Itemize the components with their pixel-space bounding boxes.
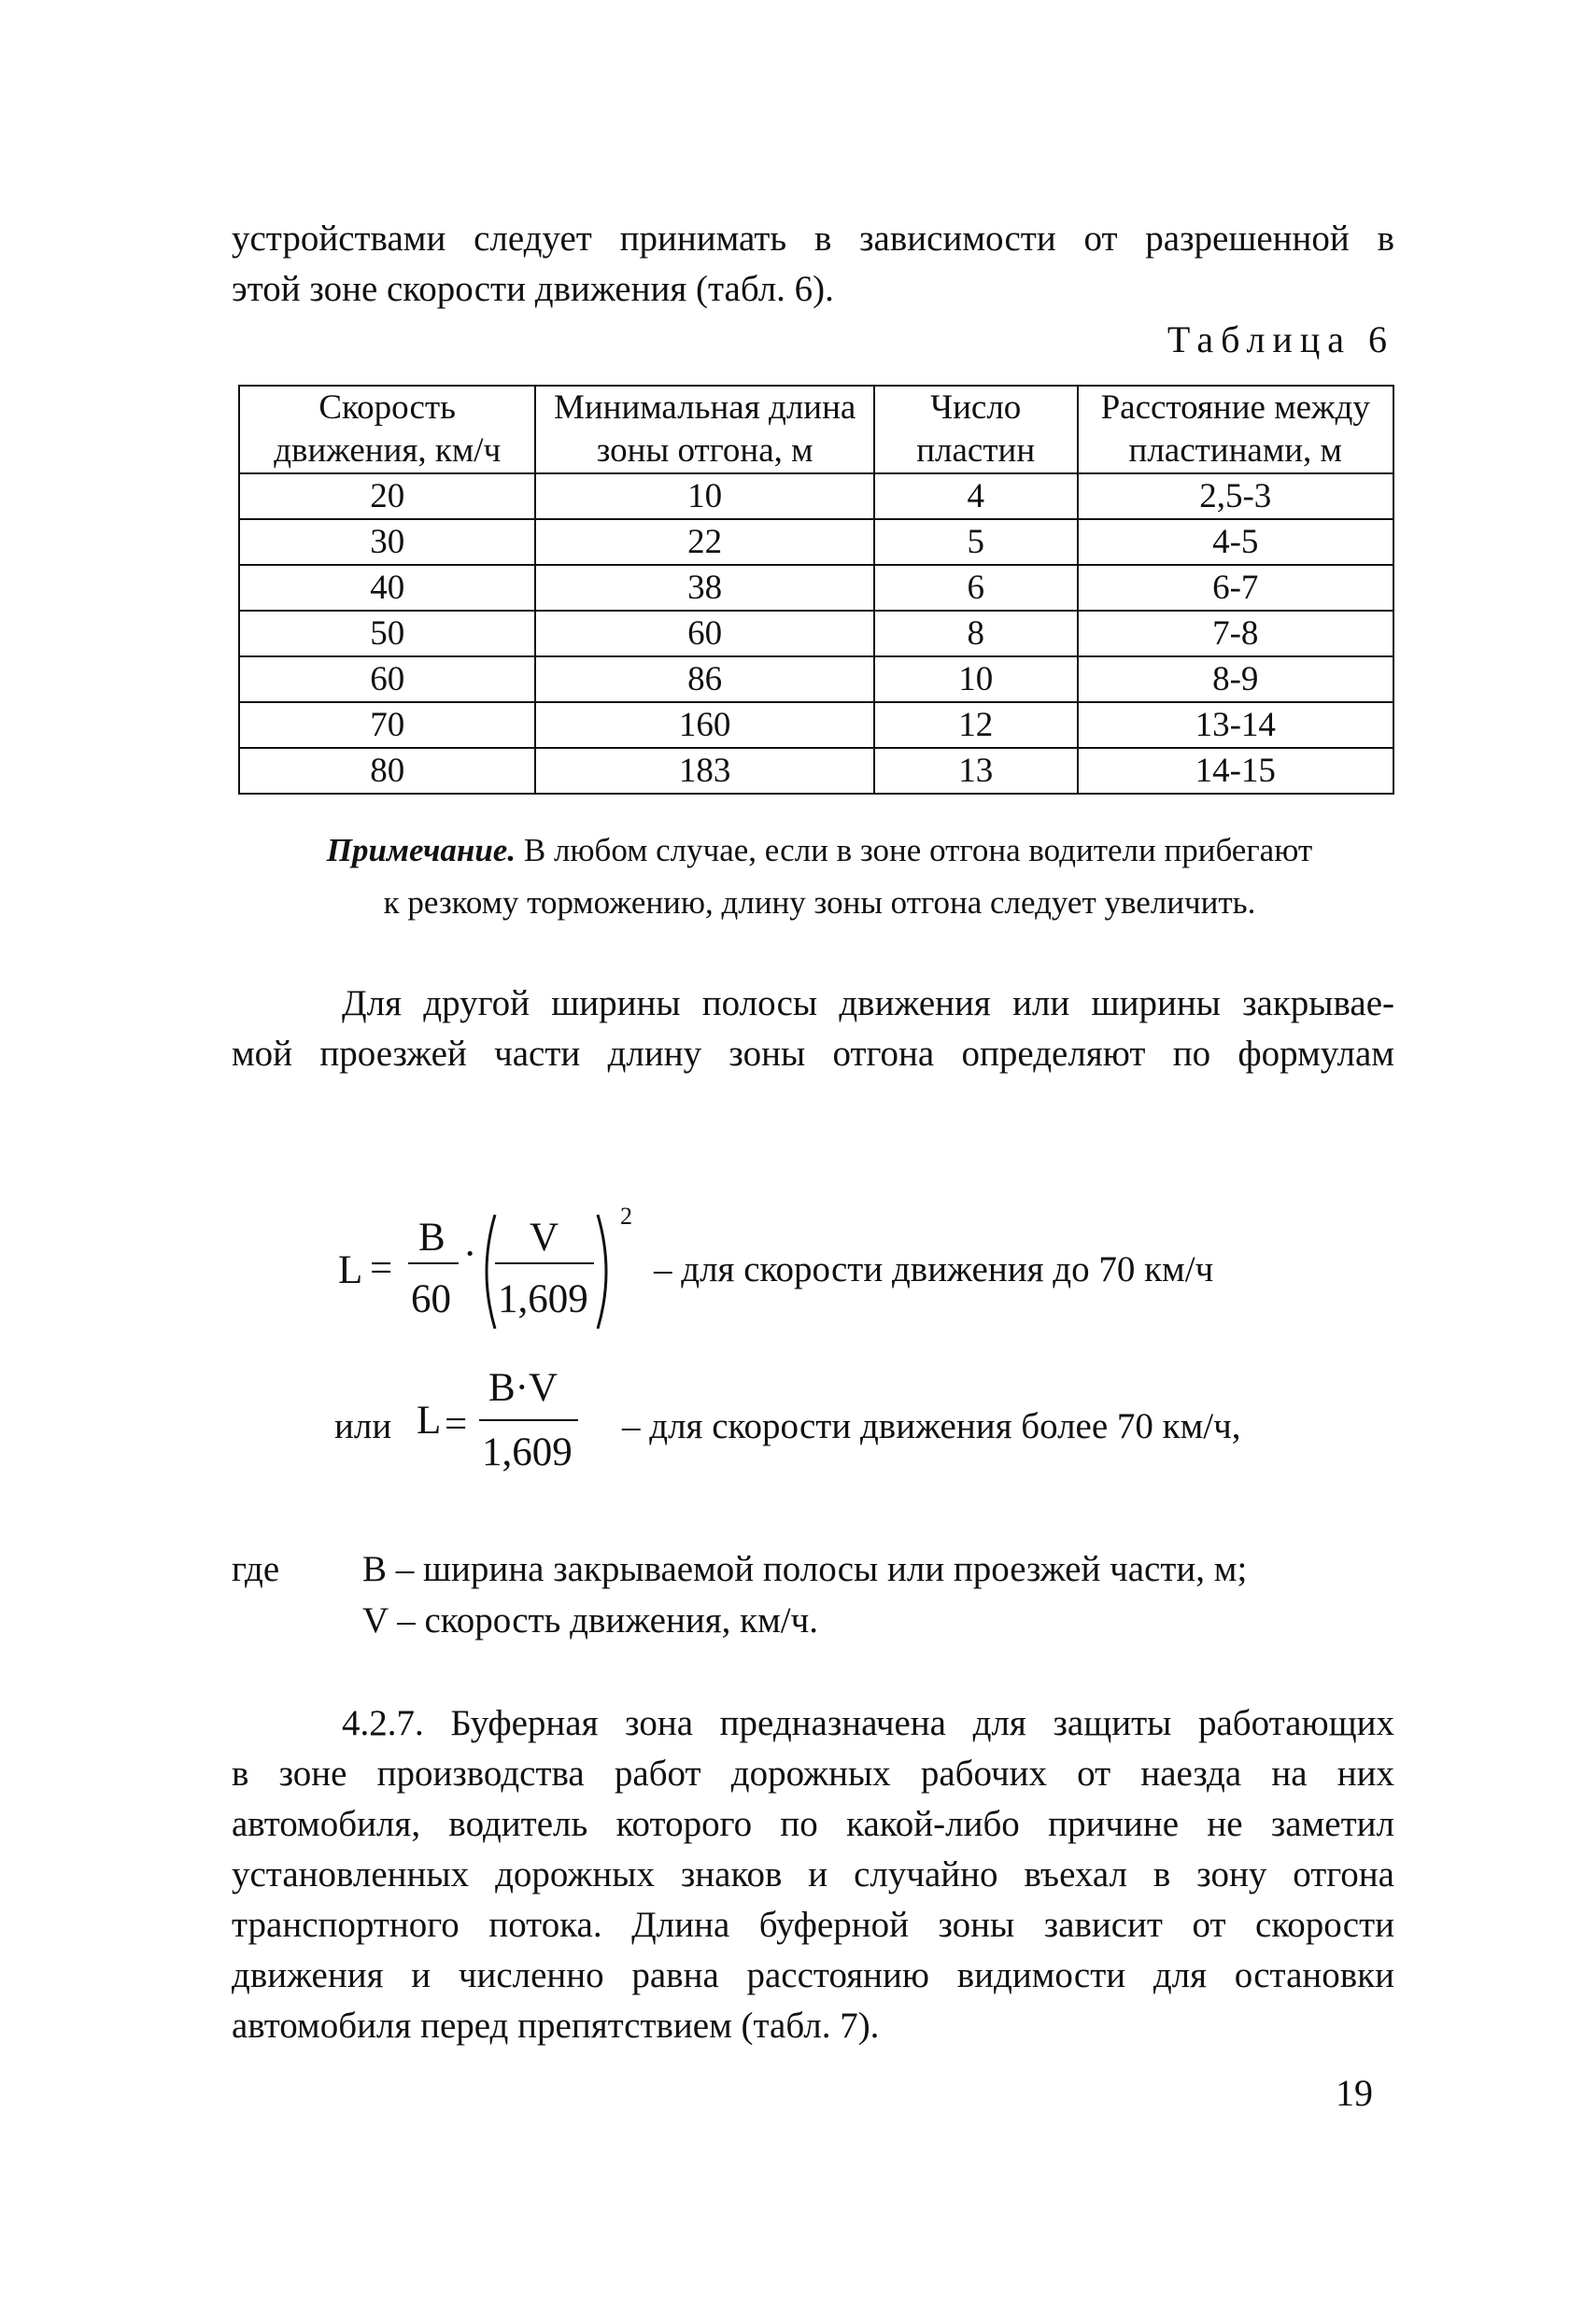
intro-paragraph xyxy=(232,214,1394,264)
formula-numerator: B·V xyxy=(488,1366,559,1410)
column-header: Скорость движения, км/ч xyxy=(239,386,535,473)
table-cell: 60 xyxy=(535,611,873,656)
table-cell: 2,5-3 xyxy=(1078,473,1393,519)
right-parenthesis xyxy=(594,1211,618,1332)
formula-denominator: 1,609 xyxy=(482,1430,573,1474)
table-cell: 183 xyxy=(535,748,873,794)
table-row xyxy=(239,565,1393,611)
formula-description: – для скорости движения до 70 км/ч xyxy=(654,1249,1214,1289)
formula-numerator: B xyxy=(418,1216,446,1260)
table-row xyxy=(239,473,1393,519)
table-cell: 7-8 xyxy=(1078,611,1393,656)
formula-lhs: L xyxy=(338,1248,363,1292)
note-label: Примечание. xyxy=(326,832,516,868)
table-row xyxy=(239,519,1393,565)
table-cell: 5 xyxy=(874,519,1078,565)
table-cell: 30 xyxy=(239,519,535,565)
formula-denominator: 60 xyxy=(411,1277,451,1321)
column-header: Минимальная длина зоны отгона, м xyxy=(535,386,873,473)
formula-inner-denominator: 1,609 xyxy=(498,1277,588,1321)
table-note xyxy=(238,824,1401,929)
table-cell: 20 xyxy=(239,473,535,519)
table-header-row xyxy=(239,386,1393,473)
intro-line: устройствами следует принимать в зависимости от разрешенной в xyxy=(232,218,1394,259)
table-cell: 10 xyxy=(535,473,873,519)
paragraph-line: 4.2.7. Буферная зона предназначена для защиты работающих xyxy=(342,1703,1394,1743)
formula-exponent: 2 xyxy=(620,1203,632,1230)
table-cell: 60 xyxy=(239,656,535,702)
formulas-intro-paragraph-end xyxy=(232,1029,1394,1079)
formula-description: – для скорости движения более 70 км/ч, xyxy=(622,1406,1241,1446)
fraction-bar xyxy=(408,1262,459,1264)
table-cell: 70 xyxy=(239,702,535,748)
where-label: где xyxy=(232,1549,280,1589)
formula-prefix: или xyxy=(334,1406,392,1446)
paragraph-line: установленных дорожных знаков и случайно въехал в зону отгона xyxy=(232,1854,1394,1894)
paragraph-line: Для другой ширины полосы движения или ширины закрывае- xyxy=(342,983,1394,1023)
table-cell: 8 xyxy=(874,611,1078,656)
formula-lhs: L xyxy=(417,1399,442,1443)
definition-item: V – скорость движения, км/ч. xyxy=(362,1600,818,1641)
table-cell: 13 xyxy=(874,748,1078,794)
left-parenthesis xyxy=(474,1211,499,1332)
table-cell: 10 xyxy=(874,656,1078,702)
table-cell: 22 xyxy=(535,519,873,565)
fraction-bar xyxy=(479,1419,578,1421)
note-text: к резкому торможению, длину зоны отгона следует увеличить. xyxy=(383,884,1256,921)
column-header: Число пластин xyxy=(874,386,1078,473)
column-header: Расстояние между пластинами, м xyxy=(1078,386,1393,473)
table-cell: 4 xyxy=(874,473,1078,519)
note-text: В любом случае, если в зоне отгона водители прибегают xyxy=(523,832,1313,868)
table-cell: 80 xyxy=(239,748,535,794)
table-row xyxy=(239,611,1393,656)
table-caption: Таблица 6 xyxy=(1167,318,1394,360)
section-4-2-7-paragraph-end xyxy=(232,2001,1394,2051)
section-4-2-7-paragraph xyxy=(232,1698,1394,2001)
formula-equals: = xyxy=(445,1402,468,1446)
speed-table xyxy=(238,385,1394,795)
table-cell: 13-14 xyxy=(1078,702,1393,748)
formula-inner-numerator: V xyxy=(530,1216,559,1260)
paragraph-line: движения и численно равна расстоянию видимости для остановки xyxy=(232,1955,1394,1995)
intro-paragraph-end xyxy=(232,264,1394,315)
formula-dot: · xyxy=(463,1232,477,1276)
intro-line: этой зоне скорости движения (табл. 6). xyxy=(232,269,834,309)
table-cell: 14-15 xyxy=(1078,748,1393,794)
paragraph-line: в зоне производства работ дорожных рабочих от наезда на них xyxy=(232,1754,1394,1794)
table-cell: 50 xyxy=(239,611,535,656)
table-cell: 40 xyxy=(239,565,535,611)
paragraph-line: автомобиля, водитель которого по какой-либо причине не заметил xyxy=(232,1804,1394,1844)
table-cell: 38 xyxy=(535,565,873,611)
formula-equals: = xyxy=(370,1247,393,1290)
fraction-bar xyxy=(495,1262,594,1264)
table-cell: 160 xyxy=(535,702,873,748)
table-cell: 86 xyxy=(535,656,873,702)
definition-item: B – ширина закрываемой полосы или проезжей части, м; xyxy=(362,1549,1248,1589)
table-cell: 12 xyxy=(874,702,1078,748)
formulas-intro-paragraph xyxy=(232,979,1394,1029)
table-row xyxy=(239,656,1393,702)
paragraph-line: мой проезжей части длину зоны отгона определяют по формулам xyxy=(232,1034,1394,1074)
table-cell: 6 xyxy=(874,565,1078,611)
paragraph-line: транспортного потока. Длина буферной зоны зависит от скорости xyxy=(232,1905,1394,1945)
table-cell: 6-7 xyxy=(1078,565,1393,611)
table-row xyxy=(239,748,1393,794)
page-number: 19 xyxy=(1336,2072,1373,2114)
table-cell: 8-9 xyxy=(1078,656,1393,702)
table-row xyxy=(239,702,1393,748)
paragraph-line: автомобиля перед препятствием (табл. 7). xyxy=(232,2006,880,2046)
table-cell: 4-5 xyxy=(1078,519,1393,565)
